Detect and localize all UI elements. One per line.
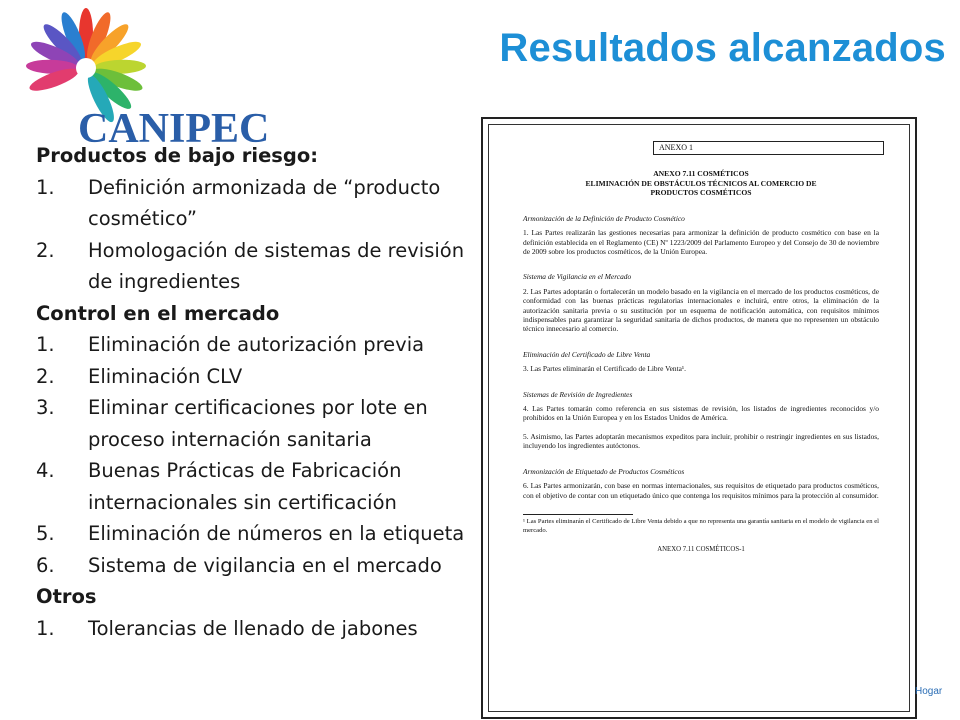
- canipec-logo: [18, 8, 268, 148]
- list-item: 1. Definición armonizada de “producto cosmético”: [36, 175, 441, 230]
- list-item: 3. Eliminar certificaciones por lote en proceso internación sanitaria: [36, 396, 428, 451]
- document-section-title: Eliminación del Certificado de Libre Venta: [523, 349, 651, 359]
- document-section-title: Sistema de Vigilancia en el Mercado: [523, 272, 632, 282]
- document-section-title: Sistemas de Revisión de Ingredientes: [523, 389, 633, 399]
- annex-document-image: [481, 117, 917, 719]
- footnote-divider: [523, 514, 633, 515]
- list-item: 1. Eliminación de autorización previa: [36, 333, 425, 356]
- document-heading-line: PRODUCTOS COSMÉTICOS: [650, 188, 752, 198]
- annex-label: ANEXO 1: [653, 141, 884, 155]
- section-heading-market-control: Control en el mercado: [36, 301, 280, 325]
- list-item: 6. Sistema de vigilancia en el mercado: [36, 553, 442, 577]
- logo-text: CANIPEC: [78, 106, 268, 148]
- document-paragraph: 3. Las Partes eliminarán el Certificado de Libre Venta¹.: [523, 364, 686, 374]
- document-heading-line: ANEXO 7.11 COSMÉTICOS: [653, 169, 749, 178]
- document-paragraph: 1. Las Partes realizarán las gestiones necesarias para armonizar la definición de producto cosmético con base en la definición establecida en el Reglamento (CE) Nº 1223/2009 del Parlamento Europeo y del Consejo de 30 de noviembre de 2009 sobre los productos cosméticos, de la Unión Europea.: [523, 228, 879, 256]
- document-heading-line: ELIMINACIÓN DE OBSTÁCULOS TÉCNICOS AL COMERCIO DE: [585, 178, 817, 188]
- low-risk-list: [36, 172, 476, 298]
- document-footnote: ¹ Las Partes eliminarán el Certificado de Libre Venta debido a que no representa una garantía sanitaria en el modelo de vigilancia en el mercado.: [523, 517, 879, 534]
- list-item: 4. Buenas Prácticas de Fabricación internacionales sin certificación: [36, 459, 402, 514]
- list-item: 1. Tolerancias de llenado de jabones: [36, 616, 418, 640]
- document-paragraph: 4. Las Partes tomarán como referencia en sus sistemas de revisión, los listados de ingredientes reconocidos y/o prohibidos en la Unión Europea y en los Estados Unidos de América.: [523, 404, 879, 423]
- page-title: Resultados alcanzados: [499, 26, 946, 70]
- document-paragraph: 5. Asimismo, las Partes adoptarán mecanismos expeditos para incluir, prohibir o restringir ingredientes en sus listados, incluyendo los ingredientes autóctonos.: [523, 431, 879, 451]
- footer-partial-text: Hogar: [915, 686, 943, 697]
- document-paragraph: 2. Las Partes adoptarán o fortalecerán un modelo basado en la vigilancia en el mercado de los productos cosméticos, de conformidad con las buenas prácticas regulatorias internacionales e incluirá, entre otros, la eliminación de la autorización sanitaria previa o su sustitución por un esquema de notificación automática, con requisitos mínimos indispensables para garantizar la seguridad sanitaria de dichos productos, de manera que no representen un obstáculo técnico innecesario al comercio.: [523, 286, 879, 334]
- list-item: 5. Eliminación de números en la etiqueta: [36, 522, 465, 545]
- annex-document-text: [523, 141, 879, 555]
- document-heading: [523, 169, 879, 198]
- document-section-title: Armonización de la Definición de Producto Cosmético: [523, 213, 685, 223]
- section-heading-others: Otros: [36, 585, 97, 608]
- section-heading-low-risk: Productos de bajo riesgo:: [36, 144, 319, 167]
- list-item: 2. Eliminación CLV: [36, 364, 243, 388]
- document-section-title: Armonización de Etiquetado de Productos Cosméticos: [523, 466, 685, 476]
- list-item: 2. Homologación de sistemas de revisión de ingredientes: [36, 238, 465, 293]
- document-page-label: ANEXO 7.11 COSMÉTICOS-1: [657, 546, 745, 554]
- logo-graphic: [18, 8, 268, 148]
- market-control-list: [36, 329, 476, 581]
- others-list: [36, 613, 476, 645]
- document-paragraph: 6. Las Partes armonizarán, con base en normas internacionales, sus requisitos de etiquetado para productos cosméticos, con el objetivo de contar con un etiquetado único que contenga los requisitos mínimos para la protección al consumidor.: [523, 481, 879, 500]
- results-list: [36, 140, 476, 644]
